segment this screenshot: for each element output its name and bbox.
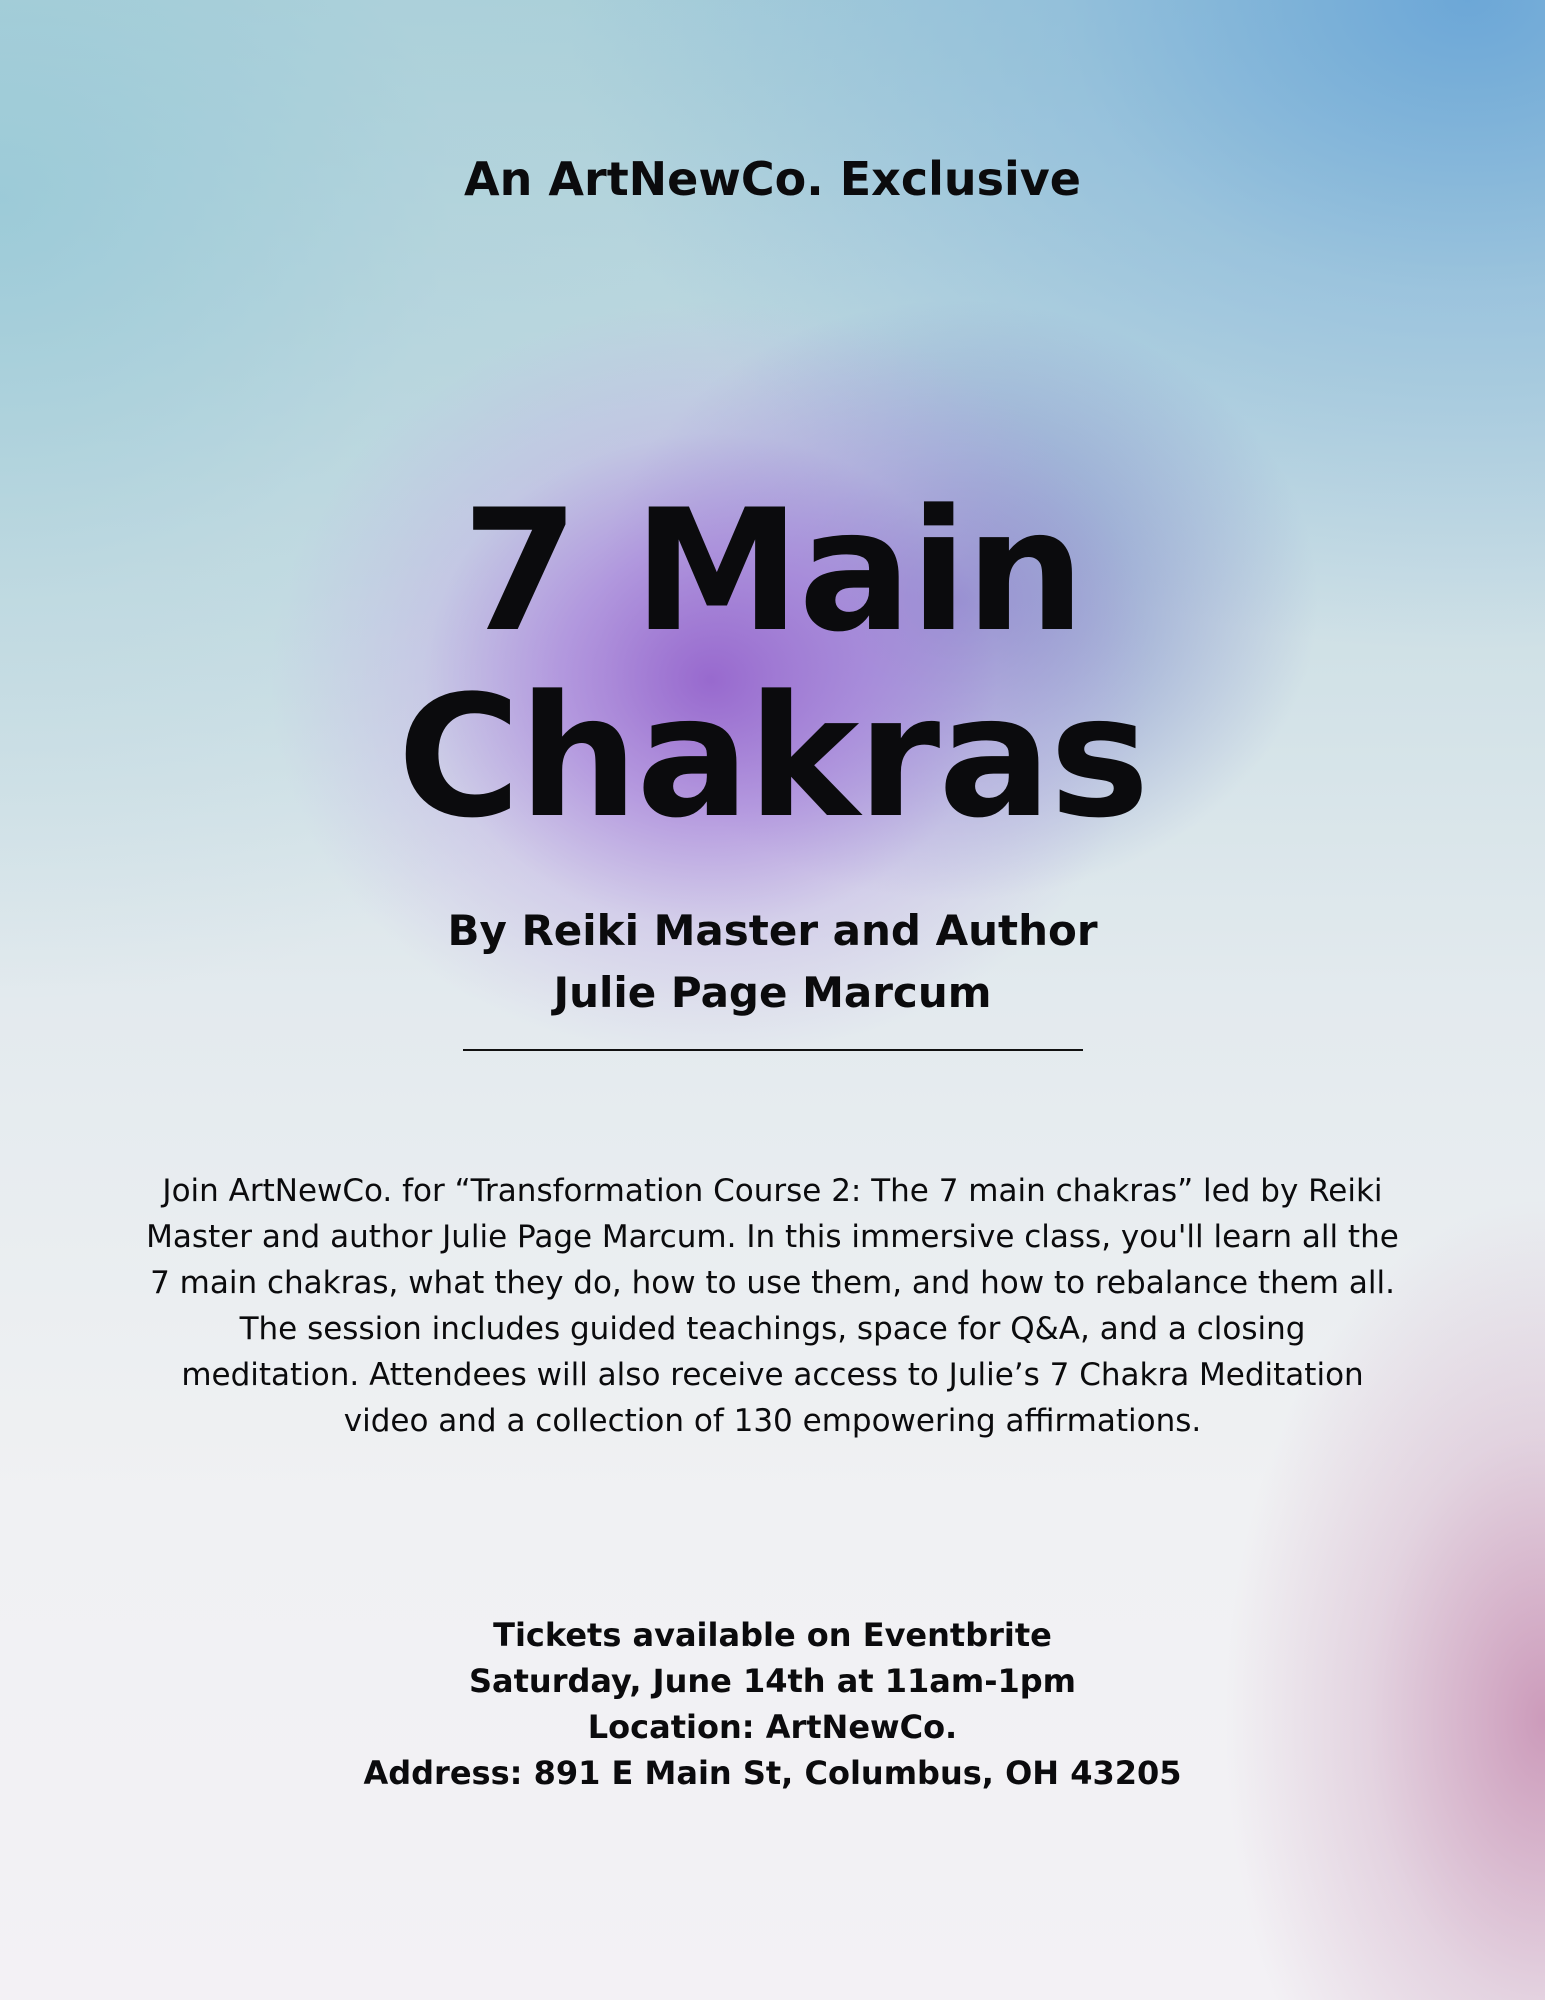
event-location: Location: ArtNewCo. [587,1708,958,1746]
description-line: Join ArtNewCo. for “Transformation Course 2: The 7 main chakras” led by Reiki [162,1173,1383,1209]
event-date: Saturday, June 14th at 11am-1pm [468,1662,1077,1700]
description-line: meditation. Attendees will also receive access to Julie’s 7 Chakra Meditation [181,1357,1364,1393]
byline-line-1: By Reiki Master and Author [447,906,1098,955]
event-title-line-1: 7 Main [461,473,1084,669]
event-details [0,1612,1545,1796]
description-line: The session includes guided teachings, space for Q&A, and a closing [239,1311,1306,1347]
byline-line-2: Julie Page Marcum [553,968,992,1017]
divider-line [463,1049,1083,1051]
event-description [130,1168,1415,1444]
kicker-heading: An ArtNewCo. Exclusive [464,152,1081,206]
description-line: 7 main chakras, what they do, how to use them, and how to rebalance them all. [150,1265,1395,1301]
event-title [0,473,1545,855]
event-address: Address: 891 E Main St, Columbus, OH 43205 [363,1754,1182,1792]
event-title-line-2: Chakras [397,659,1148,855]
description-line: Master and author Julie Page Marcum. In this immersive class, you'll learn all the [146,1219,1399,1255]
byline [0,900,1545,1024]
tickets-info: Tickets available on Eventbrite [493,1616,1052,1654]
description-line: video and a collection of 130 empowering affirmations. [343,1403,1202,1439]
